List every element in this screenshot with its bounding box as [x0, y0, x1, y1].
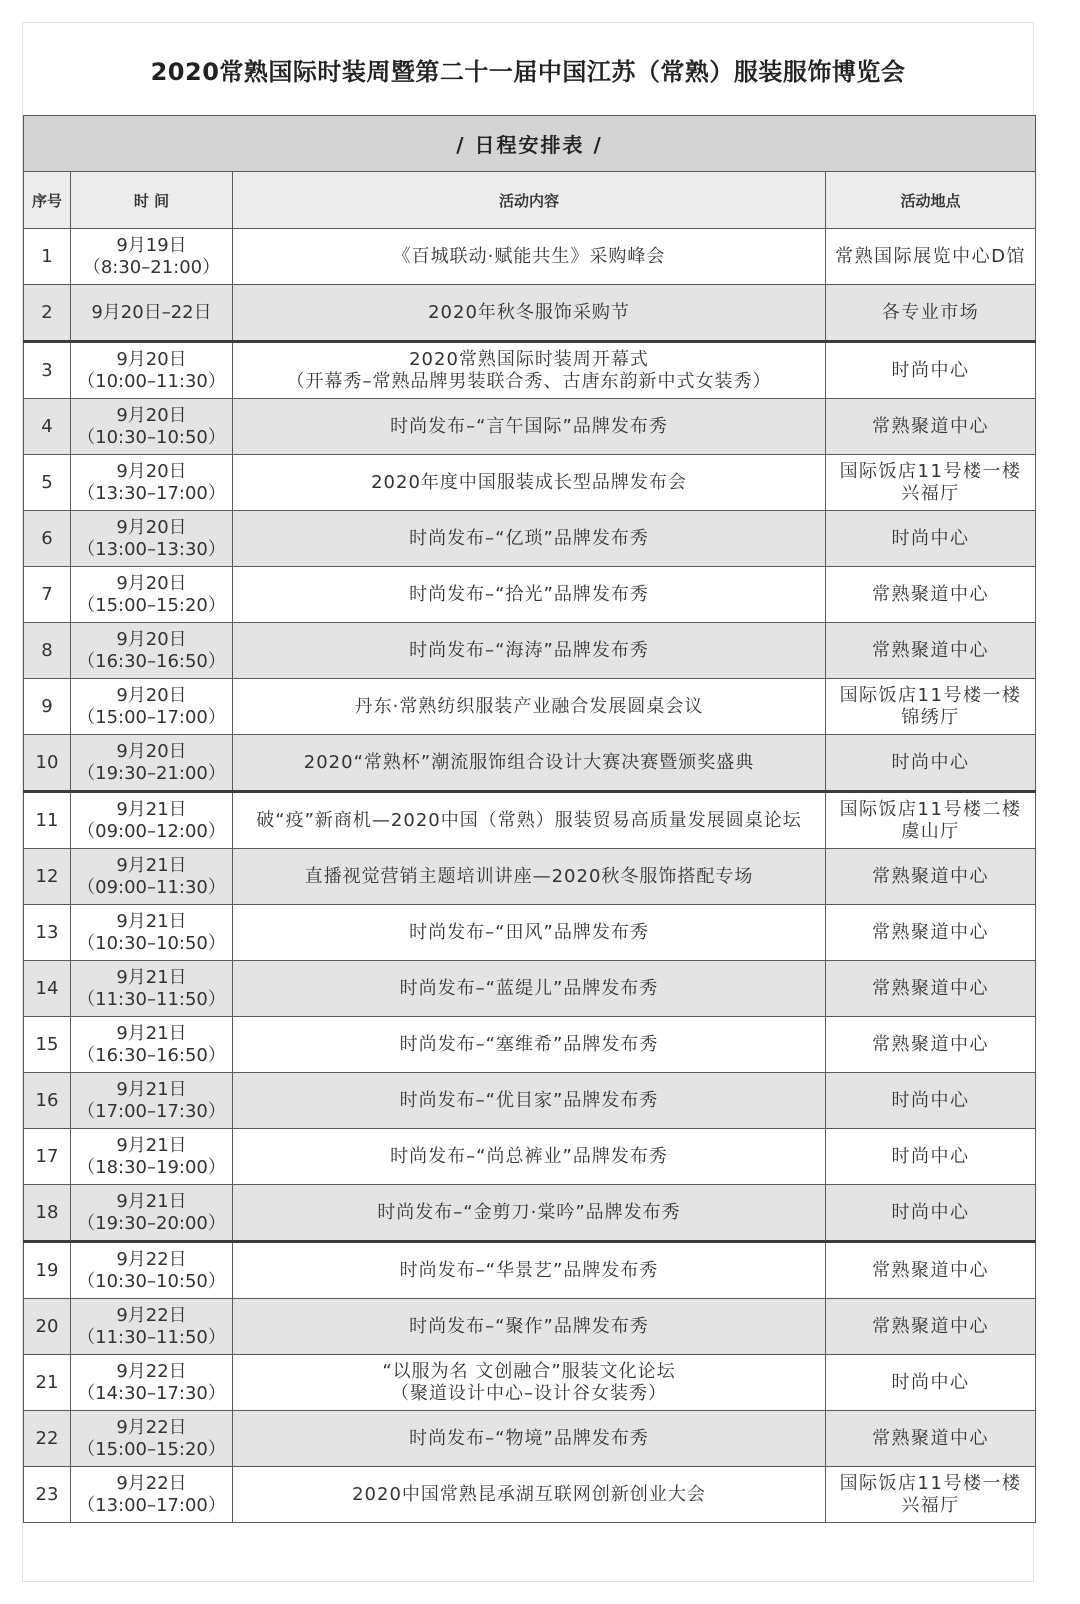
cell-activity-line: 2020年度中国服装成长型品牌发布会	[371, 471, 687, 493]
cell-time-range: （09:00–11:30）	[77, 876, 226, 898]
cell-activity	[233, 1467, 826, 1523]
cell-date: 9月20日	[116, 404, 187, 426]
cell-location	[826, 229, 1036, 285]
table-row	[24, 1299, 1036, 1355]
cell-time	[71, 961, 233, 1017]
cell-time	[71, 679, 233, 735]
cell-date: 9月19日	[116, 234, 187, 256]
cell-activity	[233, 1242, 826, 1299]
cell-location	[826, 285, 1036, 342]
table-row	[24, 849, 1036, 905]
cell-activity-line: （开幕秀–常熟品牌男装联合秀、古唐东韵新中式女装秀）	[286, 370, 772, 392]
cell-time-range: （15:00–17:00）	[77, 706, 226, 728]
cell-date: 9月20日	[116, 740, 187, 762]
cell-time-range: （10:00–11:30）	[77, 370, 226, 392]
cell-time-range: （8:30–21:00）	[82, 256, 221, 278]
cell-date: 9月21日	[116, 966, 187, 988]
cell-location	[826, 511, 1036, 567]
cell-location-line: 国际饭店11号楼一楼	[839, 684, 1022, 706]
cell-activity-line: 时尚发布–“聚作”品牌发布秀	[409, 1315, 649, 1337]
schedule-banner-row	[24, 116, 1036, 172]
cell-no: 4	[24, 399, 71, 455]
cell-time-range: （13:00–17:00）	[77, 1494, 226, 1516]
cell-location	[826, 399, 1036, 455]
cell-time	[71, 567, 233, 623]
cell-time	[71, 399, 233, 455]
table-row	[24, 399, 1036, 455]
cell-time-range: （19:30–21:00）	[77, 762, 226, 784]
cell-location-line: 国际饭店11号楼二楼	[839, 798, 1022, 820]
cell-location-line: 常熟聚道中心	[872, 921, 990, 943]
cell-location-line: 时尚中心	[891, 527, 970, 549]
table-row	[24, 1073, 1036, 1129]
table-row	[24, 905, 1036, 961]
cell-location-line: 常熟聚道中心	[872, 977, 990, 999]
table-row	[24, 961, 1036, 1017]
cell-time	[71, 1017, 233, 1073]
cell-time	[71, 849, 233, 905]
cell-time-range: （17:00–17:30）	[77, 1100, 226, 1122]
cell-location-line: 时尚中心	[891, 359, 970, 381]
cell-date: 9月21日	[116, 1134, 187, 1156]
cell-no: 16	[24, 1073, 71, 1129]
table-row	[24, 623, 1036, 679]
cell-location-line: 各专业市场	[881, 301, 980, 323]
cell-location	[826, 905, 1036, 961]
schedule-table	[23, 115, 1036, 1523]
cell-location	[826, 1185, 1036, 1242]
cell-date: 9月21日	[116, 854, 187, 876]
cell-activity-line: 时尚发布–“言午国际”品牌发布秀	[390, 415, 668, 437]
cell-no: 9	[24, 679, 71, 735]
cell-activity	[233, 511, 826, 567]
cell-time	[71, 1185, 233, 1242]
cell-no: 5	[24, 455, 71, 511]
cell-location-line: 常熟聚道中心	[872, 1033, 990, 1055]
cell-location-line: 常熟聚道中心	[872, 639, 990, 661]
cell-date: 9月20日	[116, 684, 187, 706]
cell-time-range: （10:30–10:50）	[77, 426, 226, 448]
cell-no: 7	[24, 567, 71, 623]
cell-date: 9月20日	[116, 460, 187, 482]
cell-date: 9月20日	[116, 516, 187, 538]
cell-location-line: 时尚中心	[891, 1201, 970, 1223]
cell-activity	[233, 1411, 826, 1467]
cell-activity	[233, 679, 826, 735]
cell-activity-line: 时尚发布–“塞维希”品牌发布秀	[399, 1033, 659, 1055]
cell-no: 1	[24, 229, 71, 285]
cell-location-line: 常熟聚道中心	[872, 865, 990, 887]
schedule-banner: / 日程安排表 /	[24, 116, 1036, 172]
cell-time-range: （11:30–11:50）	[77, 1326, 226, 1348]
cell-time-range: （19:30–20:00）	[77, 1212, 226, 1234]
document-frame	[22, 22, 1034, 1582]
cell-location	[826, 1355, 1036, 1411]
cell-location	[826, 849, 1036, 905]
cell-time	[71, 735, 233, 792]
cell-location	[826, 792, 1036, 849]
cell-location	[826, 1073, 1036, 1129]
cell-location-line: 常熟聚道中心	[872, 415, 990, 437]
cell-date: 9月22日	[116, 1416, 187, 1438]
cell-date: 9月21日	[116, 1190, 187, 1212]
table-row	[24, 1355, 1036, 1411]
cell-location-line: 国际饭店11号楼一楼	[839, 1472, 1022, 1494]
cell-date: 9月22日	[116, 1472, 187, 1494]
cell-location-line: 常熟聚道中心	[872, 583, 990, 605]
table-row	[24, 1017, 1036, 1073]
cell-time	[71, 623, 233, 679]
cell-activity	[233, 399, 826, 455]
table-row	[24, 342, 1036, 399]
cell-activity-line: 时尚发布–“尚总裤业”品牌发布秀	[390, 1145, 668, 1167]
cell-location	[826, 679, 1036, 735]
cell-activity	[233, 1185, 826, 1242]
cell-time-range: （13:30–17:00）	[77, 482, 226, 504]
cell-activity	[233, 455, 826, 511]
cell-activity	[233, 1129, 826, 1185]
table-row	[24, 567, 1036, 623]
cell-no: 19	[24, 1242, 71, 1299]
cell-time-range: （15:00–15:20）	[77, 594, 226, 616]
cell-activity	[233, 1073, 826, 1129]
cell-location	[826, 1411, 1036, 1467]
cell-no: 6	[24, 511, 71, 567]
cell-location-line: 常熟聚道中心	[872, 1259, 990, 1281]
cell-no: 21	[24, 1355, 71, 1411]
cell-activity	[233, 961, 826, 1017]
cell-location-line: 时尚中心	[891, 1145, 970, 1167]
cell-no: 12	[24, 849, 71, 905]
cell-location	[826, 342, 1036, 399]
cell-location	[826, 1299, 1036, 1355]
cell-time-range: （15:00–15:20）	[77, 1438, 226, 1460]
cell-activity-line: 时尚发布–“蓝缇儿”品牌发布秀	[399, 977, 659, 999]
cell-activity	[233, 735, 826, 792]
header-row	[24, 172, 1036, 229]
cell-no: 3	[24, 342, 71, 399]
cell-activity-line: 2020年秋冬服饰采购节	[428, 301, 630, 323]
page-title: 2020常熟国际时装周暨第二十一届中国江苏（常熟）服装服饰博览会	[150, 57, 906, 86]
table-row	[24, 229, 1036, 285]
cell-date: 9月21日	[116, 798, 187, 820]
cell-time	[71, 511, 233, 567]
header-activity: 活动内容	[233, 172, 826, 229]
cell-time	[71, 1242, 233, 1299]
cell-time	[71, 1299, 233, 1355]
cell-time-range: （16:30–16:50）	[77, 1044, 226, 1066]
cell-no: 10	[24, 735, 71, 792]
cell-time	[71, 905, 233, 961]
cell-activity-line: 时尚发布–“优目家”品牌发布秀	[399, 1089, 659, 1111]
cell-no: 20	[24, 1299, 71, 1355]
cell-no: 14	[24, 961, 71, 1017]
cell-no: 18	[24, 1185, 71, 1242]
cell-time	[71, 792, 233, 849]
cell-activity-line: 2020常熟国际时装周开幕式	[409, 348, 649, 370]
cell-activity-line: 时尚发布–“拾光”品牌发布秀	[409, 583, 649, 605]
table-row	[24, 1185, 1036, 1242]
cell-activity-line: 直播视觉营销主题培训讲座—2020秋冬服饰搭配专场	[304, 865, 754, 887]
cell-location-line: 常熟聚道中心	[872, 1315, 990, 1337]
cell-activity-line: 时尚发布–“物境”品牌发布秀	[409, 1427, 649, 1449]
cell-date: 9月21日	[116, 1078, 187, 1100]
cell-location-line: 虞山厅	[901, 820, 960, 842]
cell-activity-line: 破“疫”新商机—2020中国（常熟）服装贸易高质量发展圆桌论坛	[256, 809, 802, 831]
cell-time	[71, 285, 233, 342]
cell-time-range: （09:00–12:00）	[77, 820, 226, 842]
cell-no: 11	[24, 792, 71, 849]
cell-location	[826, 735, 1036, 792]
cell-no: 17	[24, 1129, 71, 1185]
table-row	[24, 1129, 1036, 1185]
cell-activity	[233, 229, 826, 285]
cell-activity	[233, 567, 826, 623]
cell-location-line: 兴福厅	[901, 482, 960, 504]
cell-activity-line: 时尚发布–“华景艺”品牌发布秀	[399, 1259, 659, 1281]
cell-activity-line: 时尚发布–“田风”品牌发布秀	[409, 921, 649, 943]
cell-time-range: （10:30–10:50）	[77, 932, 226, 954]
cell-activity	[233, 623, 826, 679]
table-row	[24, 679, 1036, 735]
table-row	[24, 285, 1036, 342]
cell-location-line: 时尚中心	[891, 1371, 970, 1393]
cell-location	[826, 1017, 1036, 1073]
cell-time-range: （13:00–13:30）	[77, 538, 226, 560]
cell-activity-line: 时尚发布–“海涛”品牌发布秀	[409, 639, 649, 661]
cell-time-range: （16:30–16:50）	[77, 650, 226, 672]
cell-location-line: 常熟国际展览中心D馆	[835, 245, 1026, 267]
cell-location	[826, 1467, 1036, 1523]
cell-time	[71, 1073, 233, 1129]
cell-location	[826, 961, 1036, 1017]
cell-location-line: 兴福厅	[901, 1494, 960, 1516]
cell-location	[826, 1242, 1036, 1299]
cell-location-line: 国际饭店11号楼一楼	[839, 460, 1022, 482]
table-row	[24, 1467, 1036, 1523]
cell-time	[71, 1129, 233, 1185]
cell-location-line: 时尚中心	[891, 751, 970, 773]
cell-date: 9月21日	[116, 910, 187, 932]
cell-no: 15	[24, 1017, 71, 1073]
cell-date: 9月20日	[116, 628, 187, 650]
cell-date: 9月21日	[116, 1022, 187, 1044]
cell-date: 9月22日	[116, 1248, 187, 1270]
cell-date: 9月20日–22日	[91, 301, 212, 323]
cell-activity-line: 时尚发布–“金剪刀·棠吟”品牌发布秀	[377, 1201, 681, 1223]
table-row	[24, 511, 1036, 567]
cell-activity	[233, 849, 826, 905]
cell-activity	[233, 285, 826, 342]
cell-location-line: 锦绣厅	[901, 706, 960, 728]
cell-activity-line: 2020“常熟杯”潮流服饰组合设计大赛决赛暨颁奖盛典	[303, 751, 755, 773]
cell-time	[71, 1467, 233, 1523]
cell-activity	[233, 792, 826, 849]
cell-time-range: （11:30–11:50）	[77, 988, 226, 1010]
table-row	[24, 1411, 1036, 1467]
cell-location	[826, 623, 1036, 679]
cell-date: 9月20日	[116, 348, 187, 370]
cell-date: 9月22日	[116, 1304, 187, 1326]
cell-no: 22	[24, 1411, 71, 1467]
table-row	[24, 1242, 1036, 1299]
cell-time	[71, 1411, 233, 1467]
cell-activity	[233, 1355, 826, 1411]
cell-time-range: （14:30–17:30）	[77, 1382, 226, 1404]
cell-date: 9月22日	[116, 1360, 187, 1382]
table-row	[24, 735, 1036, 792]
header-no: 序号	[24, 172, 71, 229]
cell-activity-line: 时尚发布–“亿琐”品牌发布秀	[409, 527, 649, 549]
cell-activity-line: “以服为名 文创融合”服装文化论坛	[382, 1360, 676, 1382]
cell-time	[71, 455, 233, 511]
cell-no: 8	[24, 623, 71, 679]
cell-time	[71, 342, 233, 399]
cell-location-line: 常熟聚道中心	[872, 1427, 990, 1449]
cell-location	[826, 567, 1036, 623]
table-row	[24, 792, 1036, 849]
cell-activity-line: 丹东·常熟纺织服装产业融合发展圆桌会议	[354, 695, 704, 717]
cell-activity	[233, 1017, 826, 1073]
cell-no: 23	[24, 1467, 71, 1523]
cell-location	[826, 1129, 1036, 1185]
table-row	[24, 455, 1036, 511]
cell-time-range: （18:30–19:00）	[77, 1156, 226, 1178]
cell-activity-line: （聚道设计中心–设计谷女装秀）	[391, 1382, 667, 1404]
header-time: 时 间	[71, 172, 233, 229]
cell-activity-line: 《百城联动·赋能共生》采购峰会	[392, 245, 666, 267]
cell-time-range: （10:30–10:50）	[77, 1270, 226, 1292]
header-location: 活动地点	[826, 172, 1036, 229]
cell-location	[826, 455, 1036, 511]
cell-activity-line: 2020中国常熟昆承湖互联网创新创业大会	[352, 1483, 706, 1505]
cell-time	[71, 229, 233, 285]
cell-activity	[233, 1299, 826, 1355]
cell-no: 13	[24, 905, 71, 961]
cell-activity	[233, 905, 826, 961]
cell-activity	[233, 342, 826, 399]
cell-time	[71, 1355, 233, 1411]
cell-date: 9月20日	[116, 572, 187, 594]
cell-location-line: 时尚中心	[891, 1089, 970, 1111]
cell-no: 2	[24, 285, 71, 342]
